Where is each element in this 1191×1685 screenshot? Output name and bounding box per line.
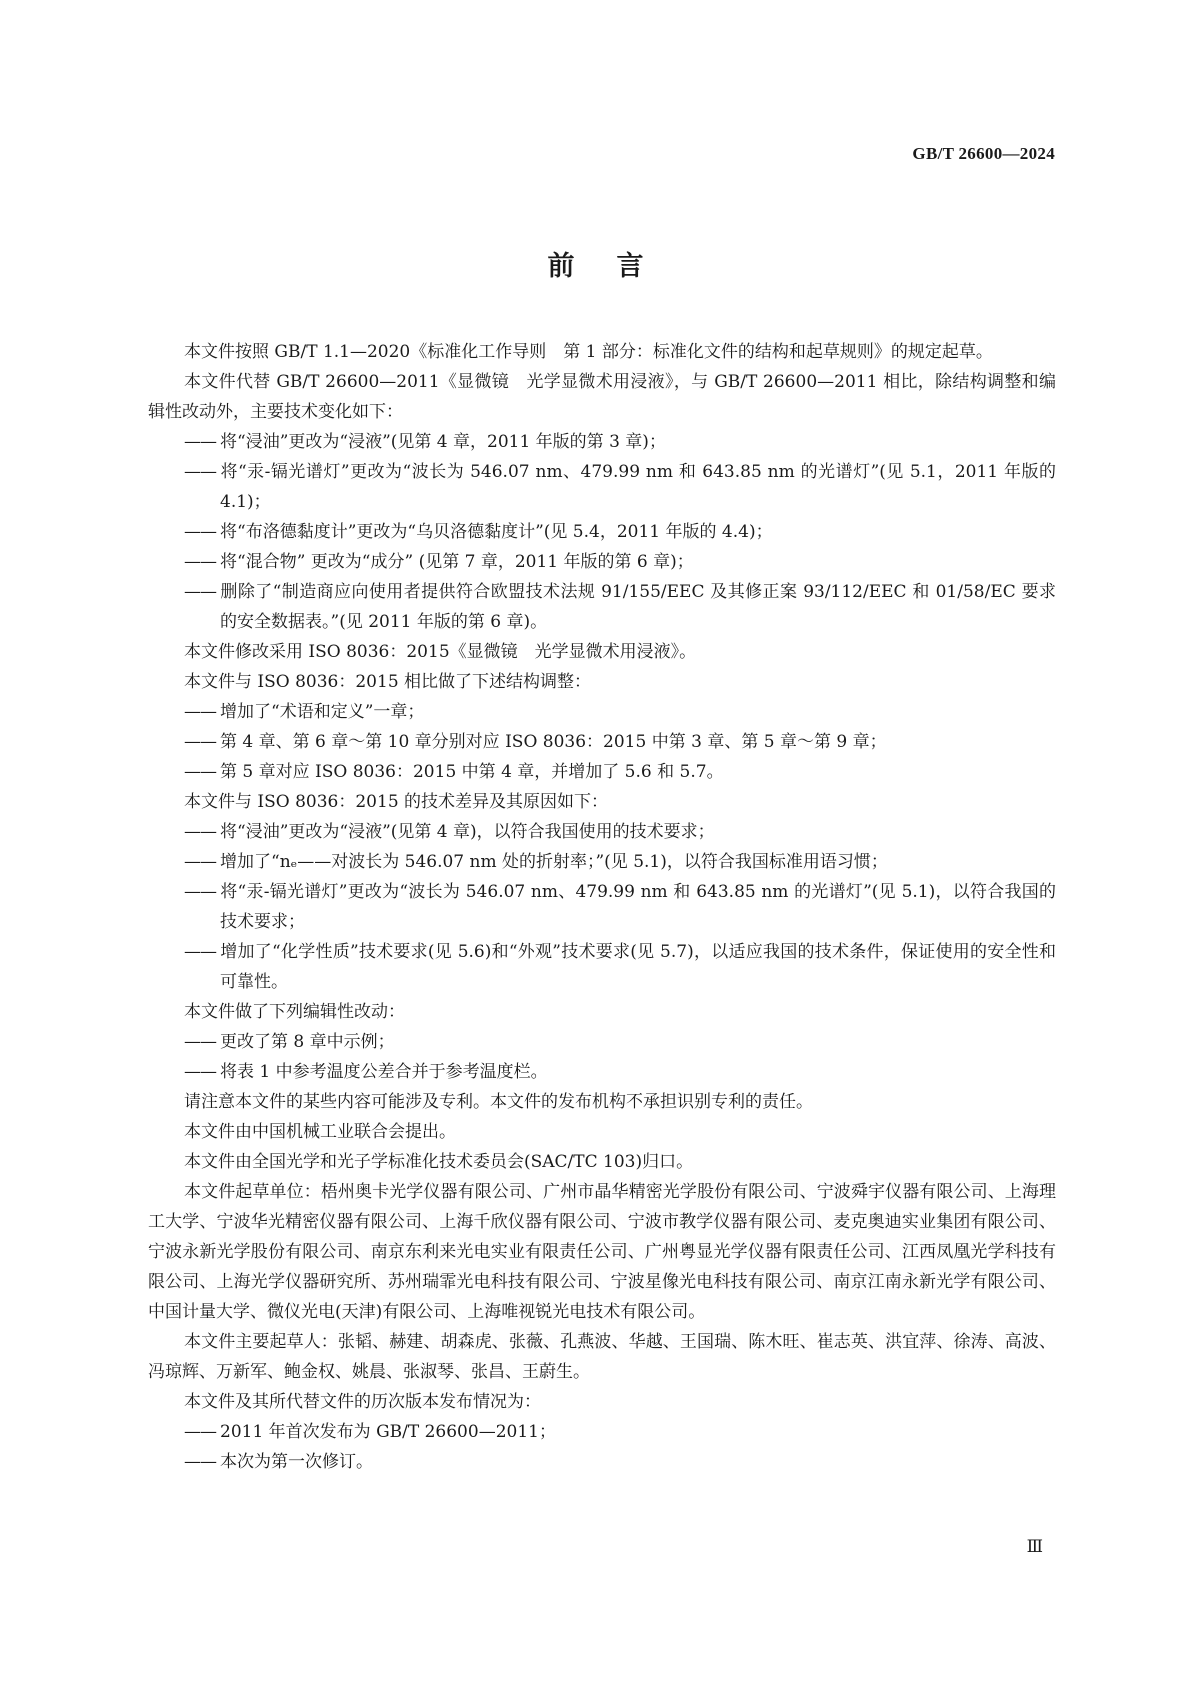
standard-code: GB/T 26600—2024 — [912, 144, 1055, 163]
paragraph: 本文件起草单位：梧州奥卡光学仪器有限公司、广州市晶华精密光学股份有限公司、宁波舜宇仪器有限公司、上海理工大学、宁波华光精密仪器有限公司、上海千欣仪器有限公司、宁波市教学仪器有限公司、麦克奥迪实业集团有限公司、宁波永新光学股份有限公司、南京东利来光电实业有限责任公司、广州粤显光学仪器有限责任公司、江西凤凰光学科技有限公司、上海光学仪器研究所、苏州瑞霏光电科技有限公司、宁波星像光电科技有限公司、南京江南永新光学有限公司、中国计量大学、微仪光电(天津)有限公司、上海唯视锐光电技术有限公司。 — [148, 1182, 1056, 1322]
dash-bullet: —— — [184, 522, 216, 542]
dash-bullet: —— — [184, 732, 216, 752]
paragraph: 本文件由全国光学和光子学标准化技术委员会(SAC/TC 103)归口。 — [184, 1152, 694, 1172]
list-item: —— 将“浸油”更改为“浸液”(见第 4 章)，以符合我国使用的技术要求； — [148, 817, 1056, 847]
paragraph: 本文件修改采用 ISO 8036：2015《显微镜 光学显微术用浸液》。 — [184, 642, 697, 662]
list-item: —— 第 4 章、第 6 章～第 10 章分别对应 ISO 8036：2015 中第 3 章、第 5 章～第 9 章； — [148, 727, 1056, 757]
list-item: —— 将“布洛德黏度计”更改为“乌贝洛德黏度计”(见 5.4，2011 年版的 4.4)； — [148, 517, 1056, 547]
paragraph: 本文件由中国机械工业联合会提出。 — [184, 1122, 456, 1142]
list-item: —— 删除了“制造商应向使用者提供符合欧盟技术法规 91/155/EEC 及其修正案 93/112/EEC 和 01/58/EC 要求的安全数据表。”(见 2011 年版的第 6 章)。 — [148, 577, 1056, 637]
list-item: —— 2011 年首次发布为 GB/T 26600—2011； — [148, 1417, 1056, 1447]
paragraph: 本文件按照 GB/T 1.1—2020《标准化工作导则 第 1 部分：标准化文件的结构和起草规则》的规定起草。 — [184, 342, 993, 362]
list-item: —— 将“汞-镉光谱灯”更改为“波长为 546.07 nm、479.99 nm 和 643.85 nm 的光谱灯”(见 5.1，2011 年版的 4.1)； — [148, 457, 1056, 517]
dash-bullet: —— — [184, 1452, 216, 1472]
dash-bullet: —— — [184, 432, 216, 452]
paragraph: 本文件做了下列编辑性改动： — [184, 1002, 405, 1022]
dash-bullet: —— — [184, 822, 216, 842]
page-title: 前言 — [547, 251, 686, 282]
list-item: —— 将“汞-镉光谱灯”更改为“波长为 546.07 nm、479.99 nm 和 643.85 nm 的光谱灯”(见 5.1)，以符合我国的技术要求； — [148, 877, 1056, 937]
dash-bullet: —— — [184, 1062, 216, 1082]
paragraph: 请注意本文件的某些内容可能涉及专利。本文件的发布机构不承担识别专利的责任。 — [184, 1092, 813, 1112]
paragraph: 本文件与 ISO 8036：2015 的技术差异及其原因如下： — [184, 792, 609, 812]
dash-bullet: —— — [184, 942, 216, 962]
list-item: —— 本次为第一次修订。 — [148, 1447, 1056, 1477]
list-item: —— 第 5 章对应 ISO 8036：2015 中第 4 章，并增加了 5.6 和 5.7。 — [148, 757, 1056, 787]
list-item: —— 增加了“化学性质”技术要求(见 5.6)和“外观”技术要求(见 5.7)，以适应我国的技术条件，保证使用的安全性和可靠性。 — [148, 937, 1056, 997]
dash-bullet: —— — [184, 462, 216, 482]
paragraph: 本文件主要起草人：张韬、赫建、胡森虎、张薇、孔燕波、华越、王国瑞、陈木旺、崔志英、洪宜萍、徐涛、高波、冯琼辉、万新军、鲍金权、姚晨、张淑琴、张昌、王蔚生。 — [148, 1332, 1056, 1382]
paragraph: 本文件代替 GB/T 26600—2011《显微镜 光学显微术用浸液》，与 GB/T 26600—2011 相比，除结构调整和编辑性改动外，主要技术变化如下： — [148, 372, 1056, 422]
dash-bullet: —— — [184, 552, 216, 572]
dash-bullet: —— — [184, 1032, 216, 1052]
document-body — [148, 337, 1056, 1477]
dash-bullet: —— — [184, 852, 216, 872]
page-number: Ⅲ — [1026, 1537, 1043, 1556]
list-item: —— 增加了“nₑ——对波长为 546.07 nm 处的折射率；”(见 5.1)，以符合我国标准用语习惯； — [148, 847, 1056, 877]
dash-bullet: —— — [184, 582, 216, 602]
dash-bullet: —— — [184, 762, 216, 782]
list-item: —— 将表 1 中参考温度公差合并于参考温度栏。 — [148, 1057, 1056, 1087]
dash-bullet: —— — [184, 1422, 216, 1442]
dash-bullet: —— — [184, 702, 216, 722]
paragraph: 本文件及其所代替文件的历次版本发布情况为： — [184, 1392, 541, 1412]
list-item: —— 更改了第 8 章中示例； — [148, 1027, 1056, 1057]
list-item: —— 将“浸油”更改为“浸液”(见第 4 章，2011 年版的第 3 章)； — [148, 427, 1056, 457]
paragraph: 本文件与 ISO 8036：2015 相比做了下述结构调整： — [184, 672, 592, 692]
list-item: —— 增加了“术语和定义”一章； — [148, 697, 1056, 727]
dash-bullet: —— — [184, 882, 216, 902]
list-item: —— 将“混合物” 更改为“成分” (见第 7 章，2011 年版的第 6 章)； — [148, 547, 1056, 577]
